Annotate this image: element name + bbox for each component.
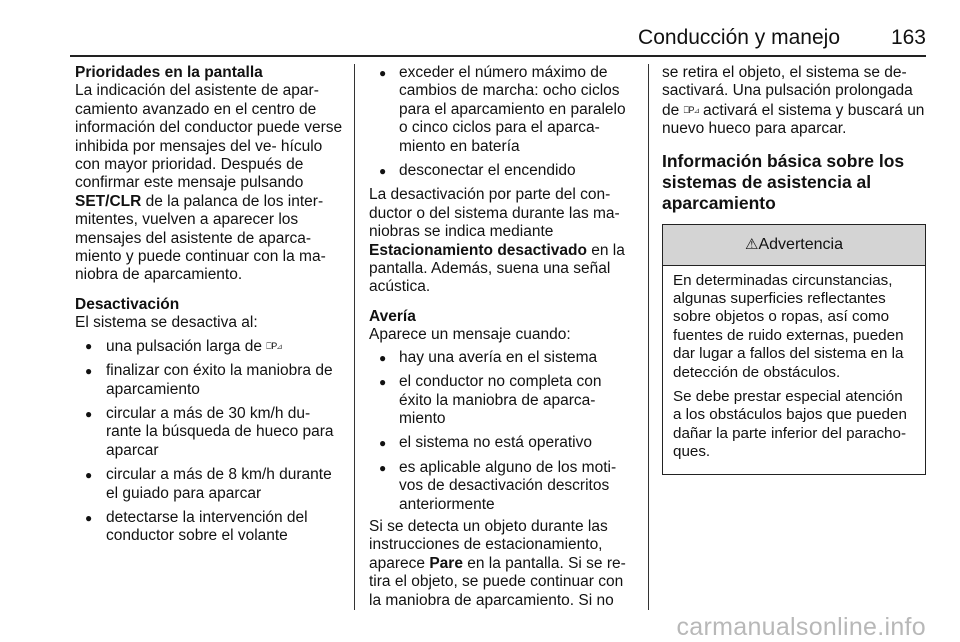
desactivacion-list xyxy=(75,337,343,546)
heading-desactivacion: Desactivación xyxy=(75,295,180,313)
column-divider-1 xyxy=(354,64,355,610)
warning-title: Advertencia xyxy=(758,235,843,253)
column-2 xyxy=(369,64,635,610)
column-3 xyxy=(662,64,927,475)
warning-header xyxy=(663,225,925,266)
list-item: ● exceder el número máximo de cambios de marcha: ocho ciclos para el aparcamiento en paralelo o cinco ciclos para el aparca- miento en batería xyxy=(369,64,635,156)
warning-body xyxy=(663,266,925,474)
watermark: carmanualsonline.info xyxy=(676,613,926,641)
section-title: Conducción y manejo xyxy=(638,26,840,49)
heading-prioridades: Prioridades en la pantalla xyxy=(75,64,263,81)
list-item: ● desconectar el encendido xyxy=(369,162,635,180)
list-item: ● el conductor no completa con éxito la maniobra de aparca- miento xyxy=(369,373,635,428)
column-divider-2 xyxy=(648,64,649,610)
header-rule xyxy=(70,55,926,57)
list-item: ● finalizar con éxito la maniobra de aparcamiento xyxy=(75,362,343,399)
averia-intro: Aparece un mensaje cuando: xyxy=(369,326,571,344)
heading-informacion-basica: Información básica sobre los sistemas de asistencia al aparcamiento xyxy=(662,150,905,213)
paragraph-pare: Si se detecta un objeto durante las instrucciones de estacionamiento, aparece Pare en la pantalla. Si se re- tira el objeto, se puede continuar con la maniobra de aparcamiento. Si no xyxy=(369,517,626,609)
park-assist-icon: ⎕P⊿ xyxy=(266,340,282,351)
warning-box xyxy=(662,224,926,475)
set-clr-label: SET/CLR xyxy=(75,192,142,210)
list-item: ● detectarse la intervención del conductor sobre el volante xyxy=(75,509,343,546)
heading-averia: Avería xyxy=(369,307,416,325)
desactivacion-list-cont xyxy=(369,64,635,180)
page-number: 163 xyxy=(890,26,926,49)
list-item: ● hay una avería en el sistema xyxy=(369,349,635,367)
warning-paragraph: Se debe prestar especial atención a los obstáculos bajos que pueden dañar la parte inferior del paracho- ques. xyxy=(673,388,907,461)
desactivacion-intro: El sistema se desactiva al: xyxy=(75,314,258,332)
column-1 xyxy=(75,64,343,546)
paragraph-prioridades: La indicación del asistente de apar- camiento avanzado en el centro de información del conductor puede verse inhibida por mensajes del ve- hículo con mayor prioridad. Después de confirmar este mensaje pulsando SET/CLR de la palanca de los inter- mitentes, vuelven a aparecer los mensajes del asistente de aparca- miento y puede continuar con la ma- niobra de aparcamiento. xyxy=(75,82,343,284)
list-item: ● el sistema no está operativo xyxy=(369,434,635,452)
warning-paragraph: En determinadas circunstancias, algunas superficies reflectantes sobre objetos o ropas, así como fuentes de ruido externas, pueden dar lugar a fallos del sistema en la detección de obstáculos. xyxy=(673,271,904,381)
pare-label: Pare xyxy=(429,554,463,572)
list-item: ● es aplicable alguno de los moti- vos de desactivación descritos anteriormente xyxy=(369,459,635,514)
warning-triangle-icon: ⚠ xyxy=(745,235,759,253)
estacionamiento-desactivado-label: Estacionamiento desactivado xyxy=(369,241,587,259)
list-item: ● una pulsación larga de ⎕P⊿ xyxy=(75,337,343,356)
park-assist-icon: ⎕P⊿ xyxy=(683,104,699,115)
page-header xyxy=(70,26,926,50)
paragraph-desactivacion: La desactivación por parte del con- ductor o del sistema durante las ma- niobras se indica mediante Estacionamiento desactivado en la pantalla. Además, suena una señal acústica. xyxy=(369,186,625,296)
list-item: ● circular a más de 30 km/h du- rante la búsqueda de hueco para aparcar xyxy=(75,405,343,460)
list-item: ● circular a más de 8 km/h durante el guiado para aparcar xyxy=(75,466,343,503)
paragraph-continuation: se retira el objeto, el sistema se de- sactivará. Una pulsación prolongada de ⎕P⊿ activará el sistema y buscará un nuevo hueco para aparcar. xyxy=(662,64,925,138)
averia-list xyxy=(369,349,635,514)
